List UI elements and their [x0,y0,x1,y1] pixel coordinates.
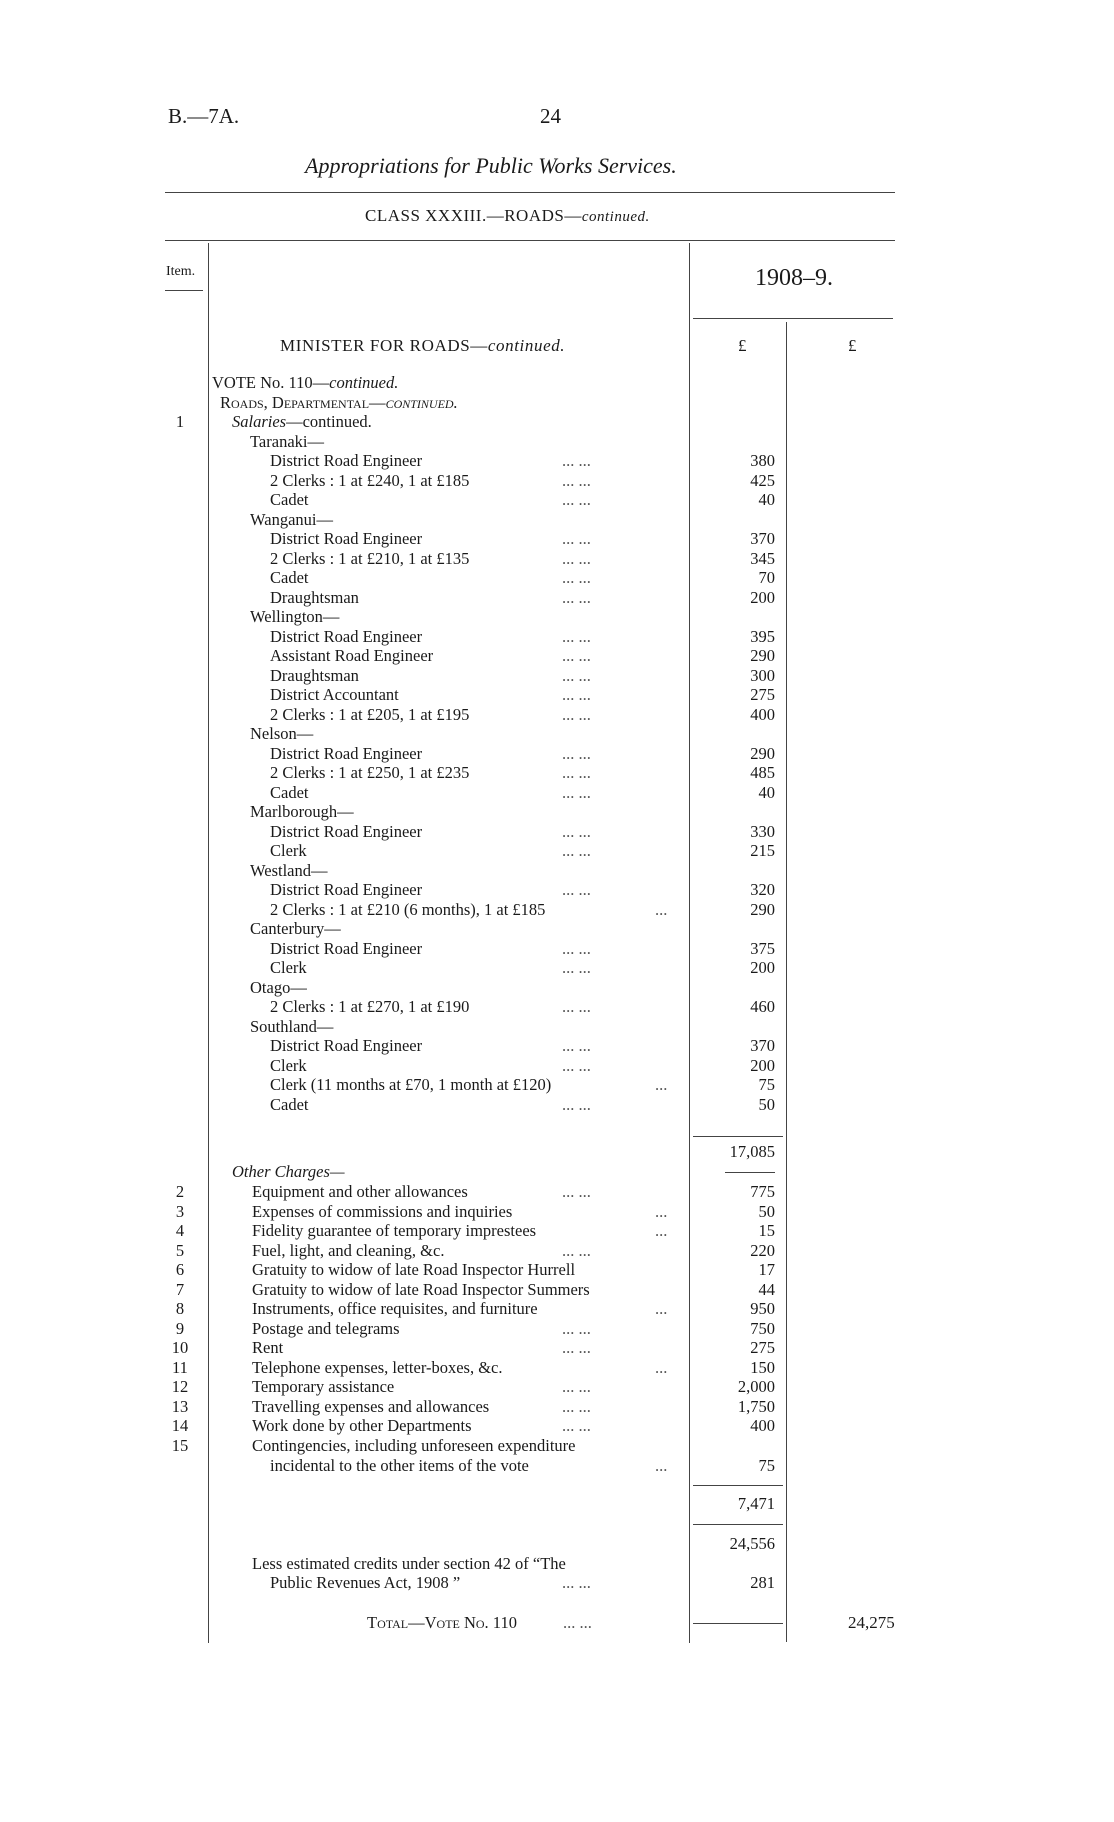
salary-label: Cadet [270,782,309,802]
salary-value: 200 [750,958,775,977]
salary-value: 375 [750,938,775,958]
currency-symbol-2: £ [848,336,857,355]
salary-dots: ... ... [562,548,591,568]
other-charge-label: Gratuity to widow of late Road Inspector Hurrell [252,1260,576,1279]
credits-line-2 [0,1573,1114,1593]
currency-symbol-1: £ [738,336,747,355]
gross-total: 24,556 [729,1534,775,1553]
page-title: Appropriations for Public Works Services. [305,153,677,178]
salary-value: 400 [750,704,775,724]
salary-row [0,490,1114,510]
salary-dots: ... ... [562,646,591,665]
salary-row [0,607,1114,627]
salary-dots: ... ... [562,743,591,763]
minister-heading [280,336,565,356]
item-number: 7 [175,1279,185,1299]
salary-dots: ... ... [562,451,591,470]
item-number: 3 [175,1201,185,1221]
item-number: 13 [171,1396,189,1416]
contingencies-cont-dots: ... [655,1455,668,1475]
salary-value: 320 [750,880,775,899]
salaries-heading [0,412,1114,432]
salary-dots: ... ... [562,880,591,899]
gross-total-row [0,1534,1114,1554]
other-charge-row [0,1202,1114,1222]
salaries-continued: —continued. [286,412,372,431]
header-rule [165,240,895,241]
contingencies-continuation [0,1456,1114,1476]
salary-row [0,939,1114,959]
other-charge-label: Equipment and other allowances [252,1182,468,1201]
other-charge-value: 15 [758,1221,775,1240]
item-header-underline [165,290,203,291]
salary-dots: ... ... [562,1055,591,1075]
salary-dots: ... [655,899,668,919]
salary-dots: ... ... [562,490,591,509]
salary-label: Southland— [250,1016,334,1036]
salary-row [0,451,1114,471]
salary-value: 215 [750,841,775,860]
other-charge-dots: ... ... [562,1338,591,1357]
other-charge-value: 1,750 [737,1396,775,1416]
year-header: 1908–9. [755,265,833,291]
salary-label: District Road Engineer [270,821,423,841]
vote-continued: continued. [329,373,399,392]
salary-label: District Road Engineer [270,743,423,763]
other-charge-row [0,1260,1114,1280]
other-charges-heading: Other Charges— [232,1162,345,1181]
salary-label: 2 Clerks : 1 at £270, 1 at £190 [270,997,470,1016]
salary-value: 330 [750,821,775,841]
salary-value: 200 [750,587,775,607]
salary-dots: ... ... [562,665,591,685]
item-number: 1 [175,412,185,431]
other-charge-value: 275 [750,1338,775,1357]
minister-text: MINISTER FOR ROADS— [280,336,488,355]
other-charge-value: 17 [758,1260,775,1279]
salary-value: 200 [750,1055,775,1075]
salary-label: Clerk [270,841,307,860]
other-charge-value: 775 [750,1182,775,1201]
salary-label: Wellington— [250,607,340,626]
salary-label: Draughtsman [270,665,359,685]
salary-row [0,646,1114,666]
total-vote-value: 24,275 [848,1613,895,1632]
other-charges-total-rule [693,1485,783,1486]
item-number: 15 [171,1435,189,1455]
other-charge-label: Rent [252,1338,284,1357]
credits-dots: ... ... [562,1573,591,1592]
salary-label: Wanganui— [250,509,333,529]
other-charge-value: 750 [750,1318,775,1338]
salary-label: District Road Engineer [270,880,423,899]
other-charge-value: 50 [758,1201,775,1221]
salary-dots: ... ... [562,1094,591,1114]
salary-label: 2 Clerks : 1 at £210, 1 at £135 [270,548,470,568]
other-charge-row [0,1280,1114,1300]
salary-label: District Road Engineer [270,626,423,646]
other-charge-label: Temporary assistance [252,1377,395,1396]
other-charge-label: Gratuity to widow of late Road Inspector Summers [252,1279,590,1299]
salary-value: 370 [750,1036,775,1055]
vote-text: VOTE No. 110— [212,373,330,392]
salary-value: 40 [758,782,775,802]
vote-heading [0,373,1114,393]
salary-row [0,822,1114,842]
salary-row [0,978,1114,998]
total-vote-row [0,1613,1114,1633]
salary-row [0,549,1114,569]
other-charges-dash [725,1172,775,1173]
document-reference: B.—7A. [168,104,240,128]
salary-label: Otago— [250,977,307,997]
other-charge-label: Travelling expenses and allowances [252,1396,490,1416]
total-vote-dots: ... ... [563,1613,592,1632]
salary-row [0,1036,1114,1056]
roads-continued: continued. [385,392,458,412]
salary-dots: ... ... [562,938,591,958]
other-charge-value: 400 [750,1416,775,1435]
contingencies-cont-label: incidental to the other items of the vote [270,1455,529,1475]
contingencies-cont-value: 75 [758,1455,775,1475]
other-charge-label: Fidelity guarantee of temporary imprestees [252,1221,537,1240]
salary-row [0,568,1114,588]
salary-row [0,880,1114,900]
other-charge-row [0,1241,1114,1261]
salary-label: Marlborough— [250,802,354,821]
salary-dots: ... ... [562,841,591,860]
item-number: 8 [175,1299,185,1318]
item-column-header: Item. [166,264,196,279]
salary-dots: ... ... [562,782,591,802]
other-charge-label: Expenses of commissions and inquiries [252,1201,513,1221]
other-charge-dots: ... [655,1299,668,1318]
other-charge-dots: ... ... [562,1416,591,1435]
other-charge-dots: ... ... [562,1240,591,1260]
item-number: 5 [175,1240,185,1260]
year-underline [693,318,893,319]
salary-row [0,744,1114,764]
salary-label: Westland— [250,860,328,880]
other-charge-value: 220 [750,1240,775,1260]
salary-row [0,958,1114,978]
salary-row [0,1056,1114,1076]
salary-value: 460 [750,997,775,1016]
other-charge-dots: ... [655,1221,668,1240]
credits-line-1 [0,1554,1114,1574]
salary-value: 395 [750,626,775,646]
salary-label: District Accountant [270,685,399,704]
salary-dots: ... ... [562,958,591,977]
salary-row [0,471,1114,491]
other-charge-dots: ... ... [562,1396,591,1416]
salary-row [0,666,1114,686]
salary-label: District Road Engineer [270,1036,423,1055]
other-charge-label: Telephone expenses, letter-boxes, &c. [252,1357,503,1377]
salary-label: Nelson— [250,724,314,743]
other-charge-value: 150 [750,1357,775,1377]
item-number: 10 [171,1338,189,1357]
salary-value: 275 [750,685,775,704]
salary-row [0,997,1114,1017]
salary-dots: ... ... [562,587,591,607]
item-number: 2 [175,1182,185,1201]
salary-value: 40 [758,490,775,509]
salary-dots: ... ... [562,1036,591,1055]
salary-row [0,705,1114,725]
page-number: 24 [540,104,561,128]
total-vote-dash [693,1623,783,1624]
other-charge-row [0,1436,1114,1456]
other-charge-value: 44 [758,1279,775,1299]
item-number: 6 [175,1260,185,1279]
salary-row [0,1095,1114,1115]
other-charges-total: 7,471 [737,1494,775,1513]
roads-heading [0,393,1114,413]
salary-label: Cadet [270,1094,309,1114]
salary-label: Assistant Road Engineer [270,646,434,665]
salary-label: District Road Engineer [270,529,423,548]
salary-dots: ... ... [562,470,591,490]
credits-label-1: Less estimated credits under section 42 of “The [252,1553,566,1573]
other-charge-value: 2,000 [737,1377,775,1396]
salary-dots: ... ... [562,685,591,704]
other-charge-dots: ... ... [562,1182,591,1201]
salary-value: 70 [758,568,775,587]
salary-row [0,627,1114,647]
salary-value: 50 [758,1094,775,1114]
other-charge-row [0,1221,1114,1241]
salary-value: 370 [750,529,775,548]
other-charge-label: Contingencies, including unforeseen expenditure [252,1435,576,1455]
other-charge-dots: ... ... [562,1377,591,1396]
salaries-subtotal-row [0,1142,1114,1162]
other-charge-label: Postage and telegrams [252,1318,400,1338]
salary-dots: ... ... [562,529,591,548]
salary-row [0,841,1114,861]
salary-value: 290 [750,899,775,919]
salary-value: 380 [750,451,775,470]
total-vote-label: Total—Vote No. 110 [367,1613,517,1632]
other-charge-dots: ... [655,1201,668,1221]
other-charge-value: 950 [750,1299,775,1318]
gross-total-rule [693,1524,783,1525]
other-charge-row [0,1319,1114,1339]
salary-value: 290 [750,743,775,763]
salary-row [0,1017,1114,1037]
other-charge-label: Work done by other Departments [252,1416,472,1435]
other-charge-row [0,1338,1114,1358]
salary-row [0,510,1114,530]
salary-row [0,1075,1114,1095]
other-charge-dots: ... ... [562,1318,591,1338]
salary-dots: ... ... [562,568,591,587]
salary-label: Clerk [270,958,307,977]
salary-dots: ... ... [562,626,591,646]
salary-label: Canterbury— [250,919,341,938]
salary-label: Clerk (11 months at £70, 1 month at £120) [270,1075,552,1094]
salary-label: District Road Engineer [270,938,423,958]
salary-row [0,861,1114,881]
salaries-subtotal-rule [693,1136,783,1137]
credits-label-2: Public Revenues Act, 1908 ” [270,1573,461,1592]
other-charge-row [0,1397,1114,1417]
item-number: 14 [171,1416,189,1435]
credits-value: 281 [750,1573,775,1592]
salary-row [0,529,1114,549]
other-charge-row [0,1358,1114,1378]
salary-dots: ... ... [562,704,591,724]
salaries-subtotal: 17,085 [729,1142,775,1161]
salary-label: Cadet [270,490,309,509]
item-number: 12 [171,1377,189,1396]
salary-dots: ... ... [562,763,591,782]
class-continued: continued. [581,209,650,225]
roads-text: Roads, Departmental— [220,392,386,412]
salary-dots: ... ... [562,821,591,841]
other-charge-dots: ... [655,1357,668,1377]
salary-value: 345 [750,548,775,568]
salary-label: 2 Clerks : 1 at £240, 1 at £185 [270,470,470,490]
salary-label: Draughtsman [270,587,359,607]
other-charges-total-row [0,1494,1114,1514]
salary-value: 75 [758,1075,775,1094]
other-charges-heading-row [0,1162,1114,1182]
minister-continued: continued. [487,336,566,355]
salary-label: 2 Clerks : 1 at £250, 1 at £235 [270,763,470,782]
salary-row [0,432,1114,452]
class-line-text: CLASS XXXIII.—ROADS— [365,206,582,225]
salary-row [0,783,1114,803]
item-number: 9 [175,1318,185,1338]
other-charge-row [0,1377,1114,1397]
salary-dots: ... [655,1075,668,1094]
salary-value: 425 [750,470,775,490]
salaries-text: Salaries [232,412,287,431]
other-charge-row [0,1182,1114,1202]
salary-row [0,588,1114,608]
salary-dots: ... ... [562,997,591,1016]
salary-value: 290 [750,646,775,665]
salary-row [0,802,1114,822]
salary-row [0,685,1114,705]
salary-label: Taranaki— [250,431,324,451]
item-number: 11 [172,1357,188,1377]
salary-row [0,724,1114,744]
other-charge-row [0,1299,1114,1319]
salary-label: 2 Clerks : 1 at £205, 1 at £195 [270,704,470,724]
salary-row [0,763,1114,783]
other-charge-label: Fuel, light, and cleaning, &c. [252,1240,445,1260]
class-line [365,206,650,226]
other-charge-label: Instruments, office requisites, and furniture [252,1299,538,1318]
item-number: 4 [175,1221,185,1240]
salary-value: 300 [750,665,775,685]
other-charge-row [0,1416,1114,1436]
salary-label: Clerk [270,1055,307,1075]
salary-row [0,919,1114,939]
salary-value: 485 [750,763,775,782]
title-rule [165,192,895,193]
salary-label: Cadet [270,568,309,587]
salary-label: 2 Clerks : 1 at £210 (6 months), 1 at £185 [270,899,546,919]
salary-row [0,900,1114,920]
salary-label: District Road Engineer [270,451,423,470]
